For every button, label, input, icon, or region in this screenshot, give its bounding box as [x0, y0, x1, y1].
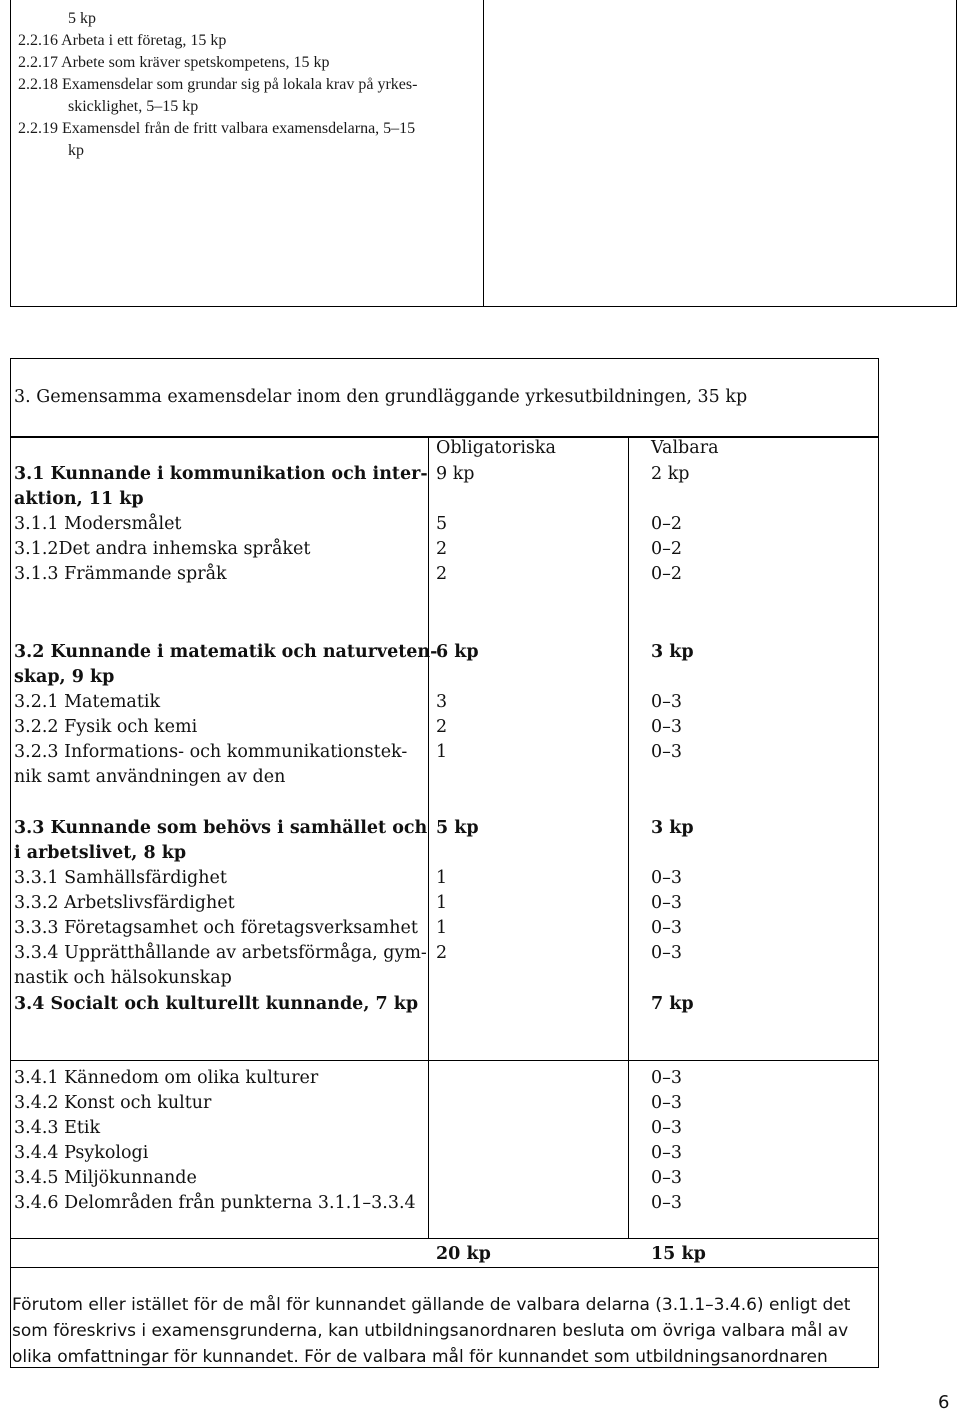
s33-optional-value: 0–3 [651, 893, 683, 913]
s34-item: 3.4.1 Kännedom om olika kulturer [14, 1068, 319, 1088]
page-number: 6 [938, 1392, 950, 1413]
s34-item: 3.4.2 Konst och kultur [14, 1093, 212, 1113]
s32-optional [651, 640, 694, 765]
s32-item-cont: nik samt användningen av den [14, 767, 286, 787]
s31-item: 3.1.1 Modersmålet [14, 514, 182, 534]
s34-optional-value: 0–3 [651, 1118, 683, 1138]
s34-optional [651, 1066, 682, 1216]
footnote-line: som föreskrivs i examensgrunderna, kan utbildningsanordnaren besluta om övriga valbara mål av [12, 1321, 849, 1341]
footnote-line: Förutom eller istället för de mål för kunnandet gällande de valbara delarna (3.1.1–3.4.6) enligt det [12, 1295, 851, 1315]
s34-optional-value: 0–3 [651, 1068, 683, 1088]
s34-left [14, 1066, 416, 1216]
s34-optional-value: 0–3 [651, 1193, 683, 1213]
s34-optional-total: 7 kp [651, 994, 694, 1014]
s33-title: 3.3 Kunnande som behövs i samhället och [14, 818, 428, 838]
s33-optional-value: 0–3 [651, 943, 683, 963]
s32-optional-value: 0–3 [651, 692, 683, 712]
s34-item: 3.4.4 Psykologi [14, 1143, 149, 1163]
s34-optional-value: 0–3 [651, 1168, 683, 1188]
s33-optional-value: 0–3 [651, 868, 683, 888]
top-line: 2.2.17 Arbete som kräver spetskompetens, 15 kp [18, 54, 330, 71]
s32-mandatory [436, 640, 479, 765]
s33-optional-value: 0–3 [651, 918, 683, 938]
s33-mandatory-value: 1 [436, 918, 448, 938]
footnote-line: olika omfattningar för kunnandet. För de valbara mål för kunnandet som utbildningsanordnaren [12, 1347, 828, 1367]
s33-item: 3.3.1 Samhällsfärdighet [14, 868, 227, 888]
s33-optional [651, 816, 694, 966]
s31-title: aktion, 11 kp [14, 489, 144, 509]
s33-mandatory-value: 2 [436, 943, 448, 963]
s31-mandatory-value: 5 [436, 514, 448, 534]
s31-optional-value: 0–2 [651, 564, 683, 584]
s33-mandatory-value: 1 [436, 893, 448, 913]
header-mandatory: Obligatoriska [436, 438, 556, 458]
s31-mandatory-total: 9 kp [436, 464, 475, 484]
s33-mandatory [436, 816, 479, 966]
s34-optional-value: 0–3 [651, 1143, 683, 1163]
s33-mandatory-total: 5 kp [436, 818, 479, 838]
s31-mandatory-value: 2 [436, 564, 448, 584]
s31-mandatory-value: 2 [436, 539, 448, 559]
s32-mandatory-value: 1 [436, 742, 448, 762]
s32-title: 3.2 Kunnande i matematik och naturveten- [14, 642, 438, 662]
s34-item: 3.4.3 Etik [14, 1118, 101, 1138]
s33-left [14, 816, 427, 991]
note-divider [10, 1267, 878, 1268]
s32-item: 3.2.3 Informations- och kommunikationstek- [14, 742, 408, 762]
top-table-divider [483, 0, 484, 306]
header-optional: Valbara [651, 438, 719, 458]
s31-optional-value: 0–2 [651, 539, 683, 559]
s32-item: 3.2.1 Matematik [14, 692, 161, 712]
s32-item: 3.2.2 Fysik och kemi [14, 717, 198, 737]
s34-optional-value: 0–3 [651, 1093, 683, 1113]
top-line: skicklighet, 5–15 kp [68, 98, 199, 115]
s32-left [14, 640, 437, 790]
s33-title: i arbetslivet, 8 kp [14, 843, 187, 863]
s32-title: skap, 9 kp [14, 667, 115, 687]
s32-mandatory-total: 6 kp [436, 642, 479, 662]
top-line: 5 kp [68, 10, 96, 27]
s31-optional-value: 0–2 [651, 514, 683, 534]
s32-mandatory-value: 3 [436, 692, 448, 712]
s31-optional [651, 462, 690, 587]
s32-mandatory-value: 2 [436, 717, 448, 737]
total-optional: 15 kp [651, 1244, 706, 1264]
s32-optional-total: 3 kp [651, 642, 694, 662]
col-divider-2 [628, 437, 629, 1239]
s31-optional-total: 2 kp [651, 464, 690, 484]
s31-item: 3.1.2Det andra inhemska språket [14, 539, 311, 559]
s31-left [14, 462, 428, 587]
s31-mandatory [436, 462, 475, 587]
top-line: kp [68, 142, 84, 159]
s33-optional-total: 3 kp [651, 818, 694, 838]
s34-item: 3.4.5 Miljökunnande [14, 1168, 197, 1188]
s33-item: 3.3.2 Arbetslivsfärdighet [14, 893, 235, 913]
col-divider-1 [428, 437, 429, 1239]
s33-mandatory-value: 1 [436, 868, 448, 888]
s31-title: 3.1 Kunnande i kommunikation och inter- [14, 464, 428, 484]
totals-divider [10, 1238, 878, 1239]
s32-optional-value: 0–3 [651, 717, 683, 737]
section3-title: 3. Gemensamma examensdelar inom den grundläggande yrkesutbildningen, 35 kp [14, 387, 748, 407]
s32-optional-value: 0–3 [651, 742, 683, 762]
top-list [18, 8, 417, 162]
s31-item: 3.1.3 Främmande språk [14, 564, 227, 584]
footnote [12, 1292, 850, 1370]
top-line: 2.2.18 Examensdelar som grundar sig på lokala krav på yrkes- [18, 76, 418, 93]
total-mandatory: 20 kp [436, 1244, 491, 1264]
row-divider-bottom [10, 1060, 878, 1061]
s34-item: 3.4.6 Delområden från punkterna 3.1.1–3.3.4 [14, 1193, 416, 1213]
s33-item: 3.3.4 Upprätthållande av arbetsförmåga, gym- [14, 943, 427, 963]
s34-title: 3.4 Socialt och kulturellt kunnande, 7 kp [14, 994, 419, 1014]
s33-item-cont: nastik och hälsokunskap [14, 968, 232, 988]
s33-item: 3.3.3 Företagsamhet och företagsverksamhet [14, 918, 418, 938]
top-line: 2.2.19 Examensdel från de fritt valbara examensdelarna, 5–15 [18, 120, 416, 137]
top-line: 2.2.16 Arbeta i ett företag, 15 kp [18, 32, 227, 49]
